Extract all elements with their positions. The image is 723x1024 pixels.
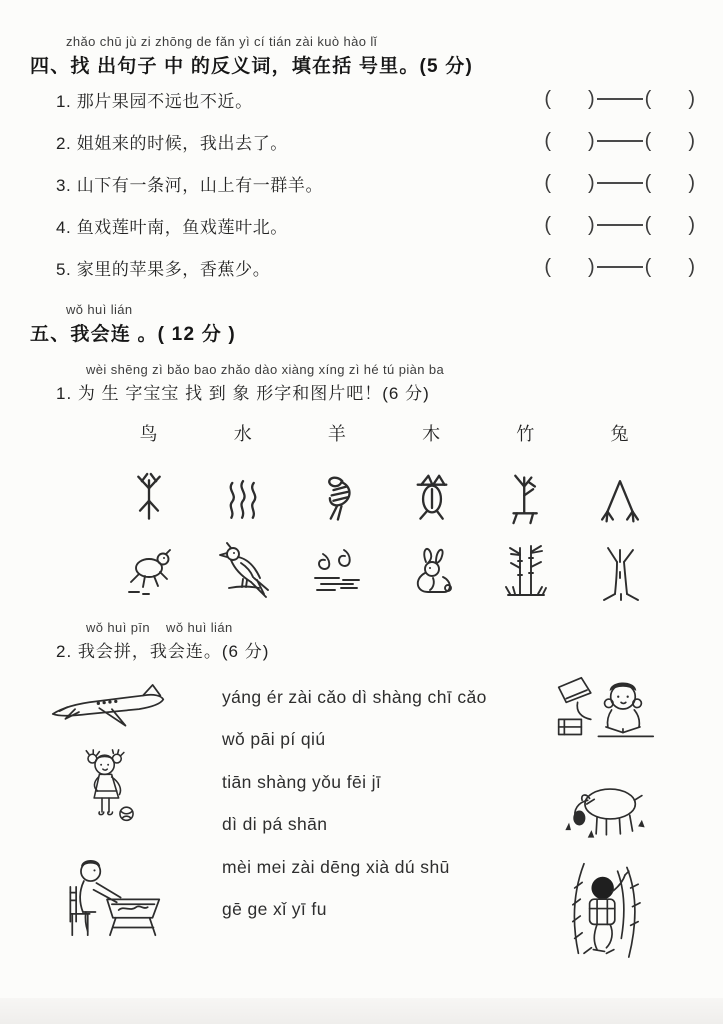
tree-icon — [587, 542, 653, 602]
oracle-stalk-icon — [493, 472, 559, 526]
boy-climbing-icon — [556, 860, 654, 966]
pinyin-sentence: dì di pá shān — [222, 814, 328, 835]
girl-bouncing-ball-icon — [74, 749, 144, 840]
question-sentence: 1. 那片果园不远也不近。 — [56, 91, 253, 111]
pinyin-sentence: gē ge xǐ yī fu — [222, 899, 327, 920]
part1-pinyin: wèi shēng zì bǎo bao zhǎo dào xiàng xíng zì hé tú piàn ba — [86, 362, 445, 377]
answer-dash — [597, 266, 643, 268]
question-sentence: 3. 山下有一条河，山上有一群羊。 — [56, 175, 324, 195]
left-picture-column — [30, 674, 188, 966]
oracle-rabbit-icon — [399, 472, 465, 526]
section-five-heading: 五、我会连 。( 12 分 ) — [30, 324, 236, 345]
oracle-water-icon — [210, 472, 276, 526]
question-sentence: 2. 姐姐来的时候，我出去了。 — [56, 133, 288, 153]
waves-icon — [304, 542, 370, 602]
match-character: 羊 — [327, 424, 347, 444]
match-character: 水 — [233, 424, 253, 444]
answer-brackets: ( ) ( ) — [544, 255, 695, 278]
character-row — [116, 420, 653, 446]
boy-washing-clothes-icon — [51, 854, 167, 948]
question-row — [56, 120, 695, 162]
section-four-heading: 四、找 出句子 中 的反义词，填在括 号里。(5 分) — [30, 56, 474, 77]
bird-icon — [210, 542, 276, 602]
answer-dash — [597, 98, 643, 100]
answer-dash — [597, 224, 643, 226]
girl-reading-lamp-icon — [553, 674, 657, 766]
oracle-bird-icon — [304, 472, 370, 526]
sentence-column — [188, 674, 515, 966]
answer-brackets: ( ) ( ) — [544, 129, 695, 152]
sheep-grazing-icon — [556, 776, 654, 848]
matching-area — [30, 674, 695, 966]
section-four-pinyin: zhǎo chū jù zi zhōng de fǎn yì cí tián zài kuò hào lǐ — [66, 34, 377, 49]
page-bottom-edge — [0, 998, 723, 1024]
answer-brackets: ( ) ( ) — [544, 213, 695, 236]
section-five — [30, 302, 695, 966]
question-row — [56, 162, 695, 204]
pinyin-sentence: tiān shàng yǒu fēi jī — [222, 771, 382, 792]
match-character: 兔 — [610, 424, 630, 444]
airplane-icon — [46, 682, 172, 737]
rabbit-icon — [399, 542, 465, 602]
pinyin-sentence: wǒ pāi pí qiú — [222, 729, 326, 750]
answer-brackets: ( ) ( ) — [544, 171, 695, 194]
part2-pinyin: wǒ huì pīn wǒ huì lián — [86, 620, 233, 635]
answer-brackets: ( ) ( ) — [544, 87, 695, 110]
match-character: 竹 — [516, 424, 536, 444]
part2-question: 2. 我会拼，我会连。(6 分) — [56, 642, 270, 661]
match-character: 木 — [422, 424, 442, 444]
right-picture-column — [515, 674, 695, 966]
answer-dash — [597, 182, 643, 184]
part1-question: 1. 为 生 字宝宝 找 到 象 形字和图片吧！(6 分) — [56, 384, 430, 403]
section-five-pinyin: wǒ huì lián — [66, 302, 133, 317]
question-row — [56, 78, 695, 120]
question-sentence: 5. 家里的苹果多，香蕉少。 — [56, 259, 271, 279]
pictograph-row — [116, 472, 653, 526]
answer-dash — [597, 140, 643, 142]
question-row — [56, 246, 695, 288]
question-sentence: 4. 鱼戏莲叶南，鱼戏莲叶北。 — [56, 217, 288, 237]
match-character: 鸟 — [139, 424, 159, 444]
section-four — [30, 34, 695, 288]
lamb-icon — [116, 542, 182, 602]
pinyin-sentence: mèi mei zài dēng xià dú shū — [222, 856, 450, 877]
oracle-sprout-icon — [116, 472, 182, 526]
pinyin-sentence: yáng ér zài cǎo dì shàng chī cǎo — [222, 686, 487, 707]
question-row — [56, 204, 695, 246]
bamboo-icon — [493, 542, 559, 602]
oracle-bamboo-icon — [587, 472, 653, 526]
picture-row — [116, 542, 653, 602]
